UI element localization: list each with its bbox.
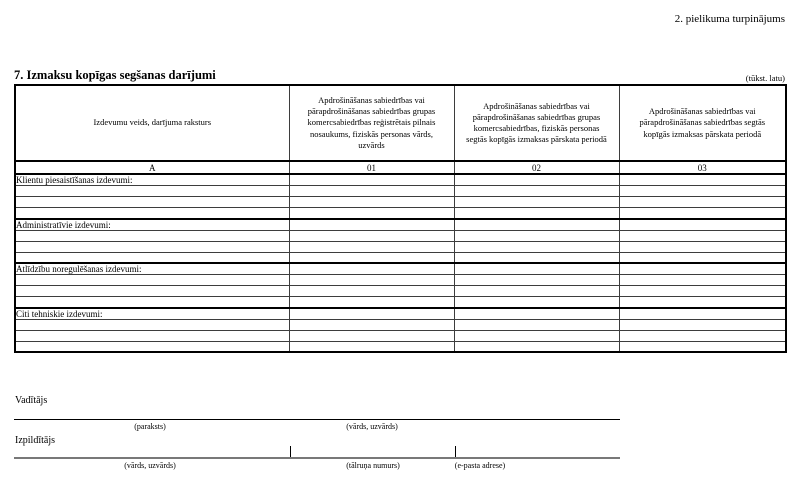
empty-data-row <box>15 275 786 286</box>
caption-phone: (tālruņa numurs) <box>346 461 400 470</box>
data-cell <box>15 230 289 241</box>
section-label: Klientu piesaistīšanas izdevumi: <box>15 174 289 186</box>
section-label: Administratīvie izdevumi: <box>15 219 289 231</box>
column-description-row <box>15 85 786 161</box>
data-cell <box>15 275 289 286</box>
data-cell <box>454 275 619 286</box>
empty-data-row <box>15 252 786 263</box>
continuation-note: 2. pielikuma turpinājums <box>674 13 785 25</box>
data-cell <box>454 286 619 297</box>
shared-expenses-table <box>14 84 787 353</box>
data-cell <box>289 174 454 186</box>
column-header-01: Apdrošināšanas sabiedrības vai pārapdrošināšanas sabiedrības grupas komercsabiedrības reģistrētais pilnais nosaukums, fiziskās personas vārds, uzvārds <box>289 85 454 161</box>
data-cell <box>15 241 289 252</box>
column-header-02: Apdrošināšanas sabiedrības vai pārapdrošināšanas sabiedrības grupas komercsabiedrības, fiziskās personas segtās kopīgās izmaksas pārskata periodā <box>454 85 619 161</box>
data-cell <box>15 252 289 263</box>
data-cell <box>289 241 454 252</box>
column-code-01: 01 <box>289 161 454 174</box>
empty-data-row <box>15 230 786 241</box>
data-cell <box>289 263 454 275</box>
data-cell <box>289 219 454 231</box>
data-cell <box>15 197 289 208</box>
data-cell <box>619 308 786 320</box>
caption-executor-name: (vārds, uzvārds) <box>124 461 176 470</box>
data-cell <box>619 330 786 341</box>
column-header-a: Izdevumu veids, darījuma raksturs <box>15 85 289 161</box>
column-code-a: A <box>15 161 289 174</box>
data-cell <box>15 297 289 308</box>
section-label: Atlīdzību noregulēšanas izdevumi: <box>15 263 289 275</box>
data-cell <box>454 174 619 186</box>
data-cell <box>454 197 619 208</box>
caption-email: (e-pasta adrese) <box>454 461 506 470</box>
executor-label: Izpildītājs <box>15 435 55 446</box>
data-cell <box>289 208 454 219</box>
data-cell <box>619 275 786 286</box>
data-cell <box>619 219 786 231</box>
form-title: 7. Izmaksu kopīgas segšanas darījumi <box>14 68 216 82</box>
section-label-row <box>15 174 786 186</box>
data-cell <box>289 186 454 197</box>
data-cell <box>454 330 619 341</box>
empty-data-row <box>15 197 786 208</box>
data-cell <box>454 319 619 330</box>
data-cell <box>454 186 619 197</box>
section-label-row <box>15 308 786 320</box>
data-cell <box>289 297 454 308</box>
field-divider-tick <box>290 446 291 457</box>
manager-signature-line <box>14 419 620 420</box>
empty-data-row <box>15 319 786 330</box>
column-code-03: 03 <box>619 161 786 174</box>
empty-data-row <box>15 286 786 297</box>
data-cell <box>289 230 454 241</box>
data-cell <box>15 208 289 219</box>
data-cell <box>454 230 619 241</box>
data-cell <box>289 275 454 286</box>
data-cell <box>619 230 786 241</box>
data-cell <box>15 186 289 197</box>
data-cell <box>619 319 786 330</box>
empty-data-row <box>15 241 786 252</box>
data-cell <box>289 341 454 352</box>
empty-data-row <box>15 341 786 352</box>
data-cell <box>619 197 786 208</box>
data-cell <box>289 319 454 330</box>
caption-signature: (paraksts) <box>134 422 166 431</box>
section-label-row <box>15 219 786 231</box>
data-cell <box>454 252 619 263</box>
data-cell <box>619 208 786 219</box>
data-cell <box>619 341 786 352</box>
column-header-03: Apdrošināšanas sabiedrības vai pārapdrošināšanas sabiedrības segtās kopīgās izmaksas pārskata periodā <box>619 85 786 161</box>
data-cell <box>454 219 619 231</box>
data-cell <box>454 308 619 320</box>
data-cell <box>289 308 454 320</box>
field-divider-tick <box>455 446 456 457</box>
data-cell <box>15 286 289 297</box>
empty-data-row <box>15 330 786 341</box>
column-code-row <box>15 161 786 174</box>
section-label-row <box>15 263 786 275</box>
data-cell <box>619 263 786 275</box>
data-cell <box>15 330 289 341</box>
data-cell <box>454 241 619 252</box>
data-cell <box>454 263 619 275</box>
data-cell <box>289 330 454 341</box>
data-cell <box>289 252 454 263</box>
manager-label: Vadītājs <box>15 395 48 406</box>
data-cell <box>289 286 454 297</box>
units-note: (tūkst. latu) <box>745 73 785 83</box>
data-cell <box>619 286 786 297</box>
data-cell <box>619 252 786 263</box>
data-cell <box>619 174 786 186</box>
data-cell <box>454 297 619 308</box>
empty-data-row <box>15 186 786 197</box>
empty-data-row <box>15 297 786 308</box>
data-cell <box>15 341 289 352</box>
data-cell <box>619 241 786 252</box>
data-cell <box>15 319 289 330</box>
data-cell <box>619 297 786 308</box>
executor-signature-line <box>14 457 620 459</box>
section-label: Citi tehniskie izdevumi: <box>15 308 289 320</box>
column-code-02: 02 <box>454 161 619 174</box>
data-cell <box>619 186 786 197</box>
empty-data-row <box>15 208 786 219</box>
data-cell <box>454 208 619 219</box>
caption-manager-name: (vārds, uzvārds) <box>346 422 398 431</box>
data-cell <box>454 341 619 352</box>
data-cell <box>289 197 454 208</box>
